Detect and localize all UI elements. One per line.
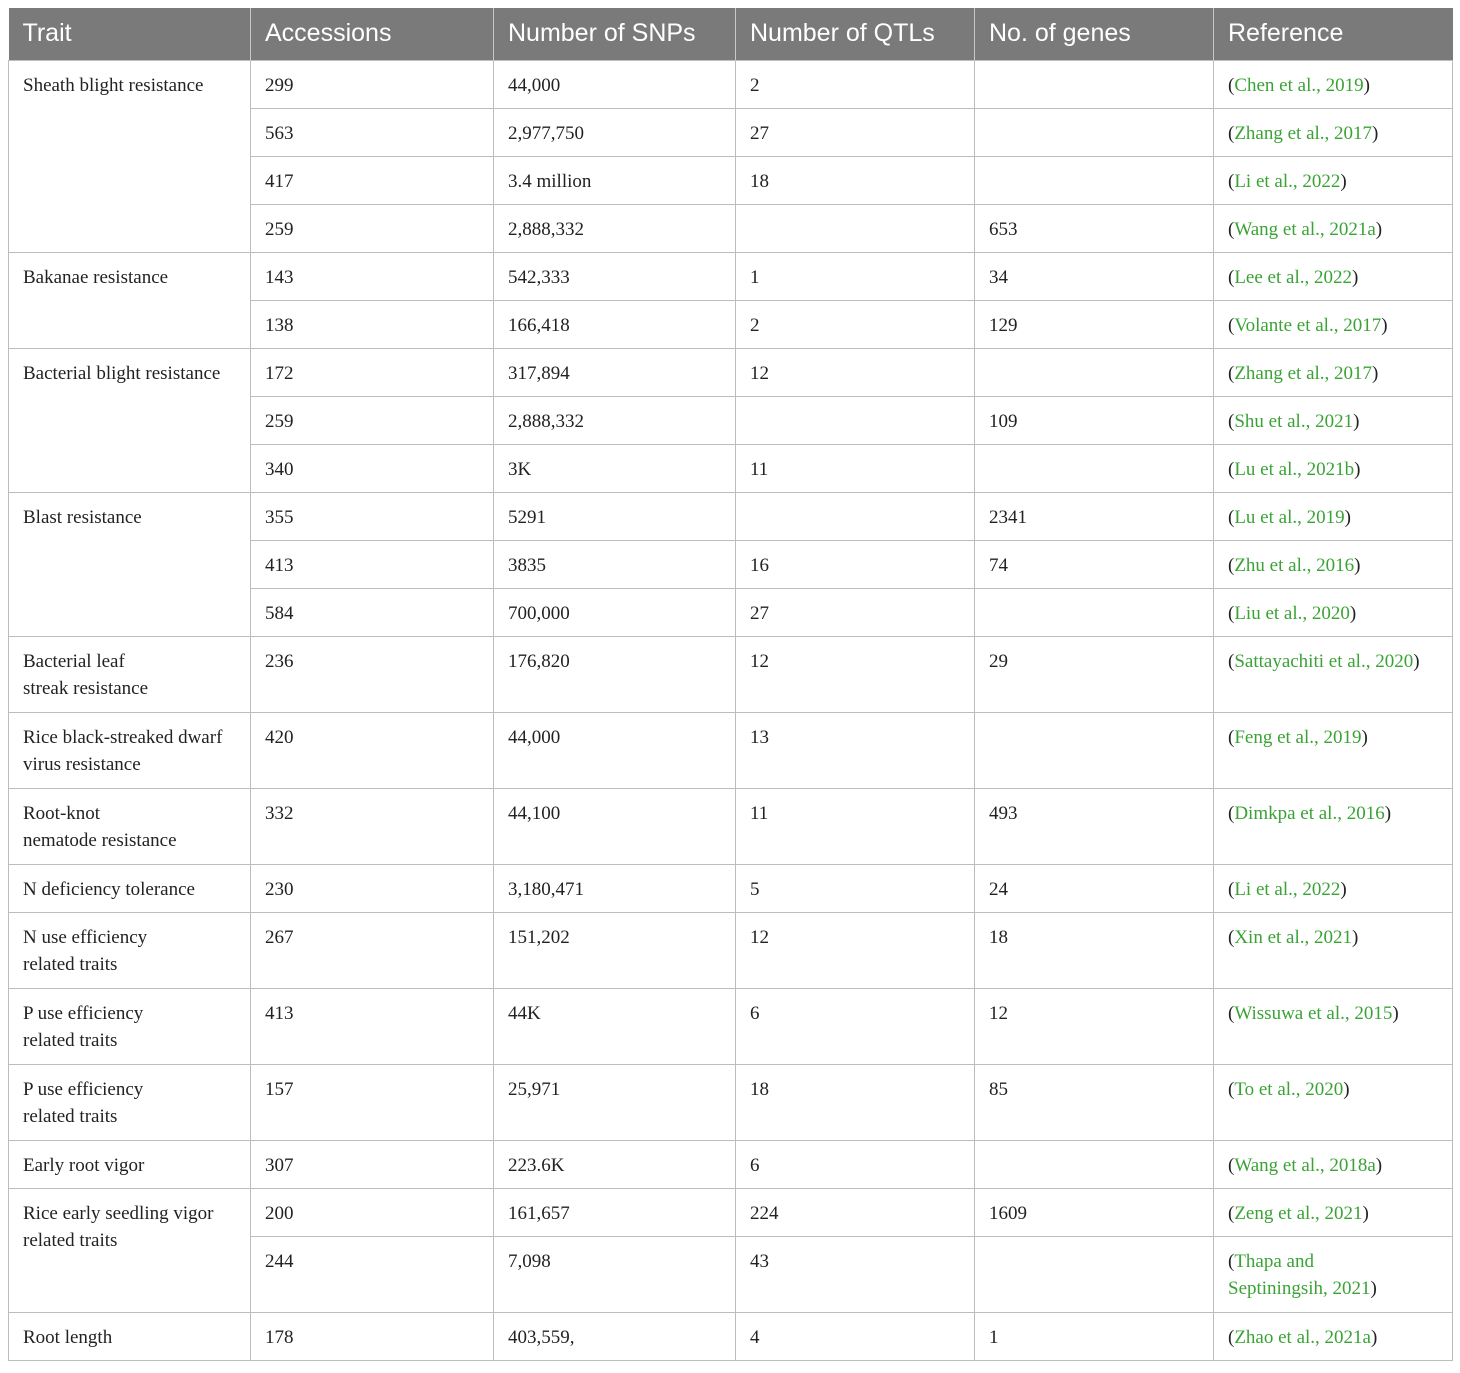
genes-cell: 18 [975, 912, 1214, 988]
reference-link[interactable]: Lee et al., 2022 [1234, 266, 1352, 288]
gwas-traits-table [8, 8, 1453, 1361]
qtls-cell: 13 [736, 712, 975, 788]
accessions-cell: 299 [251, 60, 494, 108]
reference-cell: (Wang et al., 2018a) [1214, 1140, 1453, 1188]
snps-cell: 44,100 [494, 788, 736, 864]
header-number-of-qtls: Number of QTLs [736, 8, 975, 60]
trait-cell: P use efficiency related traits [9, 1064, 251, 1140]
accessions-cell: 563 [251, 108, 494, 156]
snps-cell: 176,820 [494, 636, 736, 712]
reference-link[interactable]: Chen et al., 2019 [1234, 74, 1364, 96]
reference-link[interactable]: Li et al., 2022 [1234, 878, 1341, 900]
header-trait: Trait [9, 8, 251, 60]
reference-cell: (Zhang et al., 2017) [1214, 108, 1453, 156]
qtls-cell: 27 [736, 108, 975, 156]
genes-cell: 1 [975, 1312, 1214, 1360]
reference-cell: (Feng et al., 2019) [1214, 712, 1453, 788]
accessions-cell: 172 [251, 348, 494, 396]
qtls-cell: 27 [736, 588, 975, 636]
qtls-cell: 43 [736, 1236, 975, 1312]
reference-cell: (Shu et al., 2021) [1214, 396, 1453, 444]
table-row [9, 1140, 1453, 1188]
table-header [9, 8, 1453, 60]
reference-link[interactable]: Wang et al., 2021a [1234, 218, 1376, 240]
accessions-cell: 143 [251, 252, 494, 300]
trait-cell: N use efficiency related traits [9, 912, 251, 988]
accessions-cell: 420 [251, 712, 494, 788]
table-row [9, 636, 1453, 712]
genes-cell [975, 1140, 1214, 1188]
header-accessions: Accessions [251, 8, 494, 60]
reference-cell: (Sattayachiti et al., 2020) [1214, 636, 1453, 712]
reference-cell: (Liu et al., 2020) [1214, 588, 1453, 636]
genes-cell: 1609 [975, 1188, 1214, 1236]
accessions-cell: 157 [251, 1064, 494, 1140]
qtls-cell: 5 [736, 864, 975, 912]
reference-link[interactable]: Liu et al., 2020 [1234, 602, 1350, 624]
qtls-cell: 12 [736, 912, 975, 988]
table-body [9, 60, 1453, 1360]
genes-cell: 29 [975, 636, 1214, 712]
reference-cell: (Li et al., 2022) [1214, 156, 1453, 204]
snps-cell: 44,000 [494, 60, 736, 108]
reference-link[interactable]: Volante et al., 2017 [1234, 314, 1382, 336]
reference-link[interactable]: Zeng et al., 2021 [1234, 1202, 1363, 1224]
reference-cell: (Zhang et al., 2017) [1214, 348, 1453, 396]
qtls-cell: 12 [736, 348, 975, 396]
table-row [9, 1064, 1453, 1140]
header-reference: Reference [1214, 8, 1453, 60]
genes-cell: 2341 [975, 492, 1214, 540]
accessions-cell: 307 [251, 1140, 494, 1188]
accessions-cell: 340 [251, 444, 494, 492]
table-row [9, 348, 1453, 396]
reference-cell: (Volante et al., 2017) [1214, 300, 1453, 348]
genes-cell: 109 [975, 396, 1214, 444]
snps-cell: 542,333 [494, 252, 736, 300]
snps-cell: 151,202 [494, 912, 736, 988]
accessions-cell: 355 [251, 492, 494, 540]
accessions-cell: 413 [251, 540, 494, 588]
qtls-cell: 224 [736, 1188, 975, 1236]
qtls-cell: 12 [736, 636, 975, 712]
accessions-cell: 259 [251, 204, 494, 252]
genes-cell: 129 [975, 300, 1214, 348]
table-row [9, 912, 1453, 988]
trait-cell: Bacterial blight resistance [9, 348, 251, 492]
qtls-cell: 1 [736, 252, 975, 300]
table-row [9, 1188, 1453, 1236]
accessions-cell: 178 [251, 1312, 494, 1360]
trait-cell: Bacterial leaf streak resistance [9, 636, 251, 712]
genes-cell: 653 [975, 204, 1214, 252]
reference-cell: (Thapa and Septiningsih, 2021) [1214, 1236, 1453, 1312]
snps-cell: 5291 [494, 492, 736, 540]
qtls-cell: 16 [736, 540, 975, 588]
trait-cell: P use efficiency related traits [9, 988, 251, 1064]
reference-cell: (Zhu et al., 2016) [1214, 540, 1453, 588]
trait-cell: Root-knot nematode resistance [9, 788, 251, 864]
reference-cell: (Xin et al., 2021) [1214, 912, 1453, 988]
reference-link[interactable]: Shu et al., 2021 [1234, 410, 1354, 432]
header-row [9, 8, 1453, 60]
reference-cell: (Chen et al., 2019) [1214, 60, 1453, 108]
snps-cell: 3K [494, 444, 736, 492]
accessions-cell: 413 [251, 988, 494, 1064]
reference-link[interactable]: Zhang et al., 2017 [1234, 122, 1373, 144]
accessions-cell: 332 [251, 788, 494, 864]
table-row [9, 988, 1453, 1064]
reference-cell: (Zhao et al., 2021a) [1214, 1312, 1453, 1360]
genes-cell [975, 1236, 1214, 1312]
qtls-cell [736, 492, 975, 540]
snps-cell: 700,000 [494, 588, 736, 636]
reference-cell: (Lee et al., 2022) [1214, 252, 1453, 300]
genes-cell [975, 108, 1214, 156]
reference-link[interactable]: Wissuwa et al., 2015 [1234, 1002, 1393, 1024]
accessions-cell: 417 [251, 156, 494, 204]
qtls-cell: 6 [736, 988, 975, 1064]
reference-link[interactable]: Zhang et al., 2017 [1234, 362, 1373, 384]
reference-link[interactable]: Wang et al., 2018a [1234, 1154, 1376, 1176]
snps-cell: 2,888,332 [494, 396, 736, 444]
genes-cell [975, 444, 1214, 492]
accessions-cell: 244 [251, 1236, 494, 1312]
table-row [9, 1312, 1453, 1360]
reference-link[interactable]: To et al., 2020 [1234, 1078, 1344, 1100]
qtls-cell: 18 [736, 1064, 975, 1140]
genes-cell [975, 60, 1214, 108]
qtls-cell: 18 [736, 156, 975, 204]
reference-link[interactable]: Sattayachiti et al., 2020 [1234, 650, 1414, 672]
snps-cell: 317,894 [494, 348, 736, 396]
genes-cell [975, 712, 1214, 788]
reference-cell: (Zeng et al., 2021) [1214, 1188, 1453, 1236]
qtls-cell: 11 [736, 444, 975, 492]
reference-cell: (Wang et al., 2021a) [1214, 204, 1453, 252]
reference-link[interactable]: Lu et al., 2019 [1234, 506, 1345, 528]
snps-cell: 2,888,332 [494, 204, 736, 252]
table-container [8, 8, 1452, 1361]
table-row [9, 492, 1453, 540]
genes-cell: 74 [975, 540, 1214, 588]
trait-cell: Blast resistance [9, 492, 251, 636]
genes-cell: 24 [975, 864, 1214, 912]
trait-cell: Rice black-streaked dwarf virus resistance [9, 712, 251, 788]
reference-link[interactable]: Thapa and Septiningsih, 2021 [1228, 1250, 1371, 1299]
qtls-cell: 4 [736, 1312, 975, 1360]
accessions-cell: 584 [251, 588, 494, 636]
header-no-of-genes: No. of genes [975, 8, 1214, 60]
snps-cell: 7,098 [494, 1236, 736, 1312]
genes-cell [975, 588, 1214, 636]
snps-cell: 3835 [494, 540, 736, 588]
trait-cell: Bakanae resistance [9, 252, 251, 348]
trait-cell: Root length [9, 1312, 251, 1360]
reference-cell: (Dimkpa et al., 2016) [1214, 788, 1453, 864]
trait-cell: Sheath blight resistance [9, 60, 251, 252]
header-number-of-snps: Number of SNPs [494, 8, 736, 60]
trait-cell: Rice early seedling vigor related traits [9, 1188, 251, 1312]
trait-cell: N deficiency tolerance [9, 864, 251, 912]
snps-cell: 3.4 million [494, 156, 736, 204]
accessions-cell: 267 [251, 912, 494, 988]
reference-cell: (Lu et al., 2019) [1214, 492, 1453, 540]
trait-cell: Early root vigor [9, 1140, 251, 1188]
reference-link[interactable]: Lu et al., 2021b [1234, 458, 1355, 480]
accessions-cell: 138 [251, 300, 494, 348]
table-row [9, 788, 1453, 864]
reference-cell: (To et al., 2020) [1214, 1064, 1453, 1140]
table-row [9, 252, 1453, 300]
accessions-cell: 200 [251, 1188, 494, 1236]
qtls-cell: 2 [736, 300, 975, 348]
qtls-cell: 6 [736, 1140, 975, 1188]
genes-cell [975, 348, 1214, 396]
snps-cell: 403,559, [494, 1312, 736, 1360]
qtls-cell: 11 [736, 788, 975, 864]
genes-cell: 12 [975, 988, 1214, 1064]
reference-link[interactable]: Li et al., 2022 [1234, 170, 1341, 192]
table-row [9, 864, 1453, 912]
snps-cell: 161,657 [494, 1188, 736, 1236]
qtls-cell [736, 204, 975, 252]
accessions-cell: 259 [251, 396, 494, 444]
snps-cell: 223.6K [494, 1140, 736, 1188]
snps-cell: 44K [494, 988, 736, 1064]
reference-link[interactable]: Xin et al., 2021 [1234, 926, 1353, 948]
genes-cell: 493 [975, 788, 1214, 864]
qtls-cell [736, 396, 975, 444]
reference-cell: (Wissuwa et al., 2015) [1214, 988, 1453, 1064]
reference-link[interactable]: Zhao et al., 2021a [1234, 1326, 1371, 1348]
snps-cell: 25,971 [494, 1064, 736, 1140]
reference-link[interactable]: Feng et al., 2019 [1234, 726, 1362, 748]
reference-cell: (Li et al., 2022) [1214, 864, 1453, 912]
snps-cell: 44,000 [494, 712, 736, 788]
snps-cell: 3,180,471 [494, 864, 736, 912]
genes-cell: 85 [975, 1064, 1214, 1140]
accessions-cell: 230 [251, 864, 494, 912]
table-row [9, 60, 1453, 108]
table-row [9, 712, 1453, 788]
reference-link[interactable]: Dimkpa et al., 2016 [1234, 802, 1385, 824]
qtls-cell: 2 [736, 60, 975, 108]
reference-link[interactable]: Zhu et al., 2016 [1234, 554, 1355, 576]
snps-cell: 2,977,750 [494, 108, 736, 156]
genes-cell [975, 156, 1214, 204]
reference-cell: (Lu et al., 2021b) [1214, 444, 1453, 492]
accessions-cell: 236 [251, 636, 494, 712]
genes-cell: 34 [975, 252, 1214, 300]
snps-cell: 166,418 [494, 300, 736, 348]
